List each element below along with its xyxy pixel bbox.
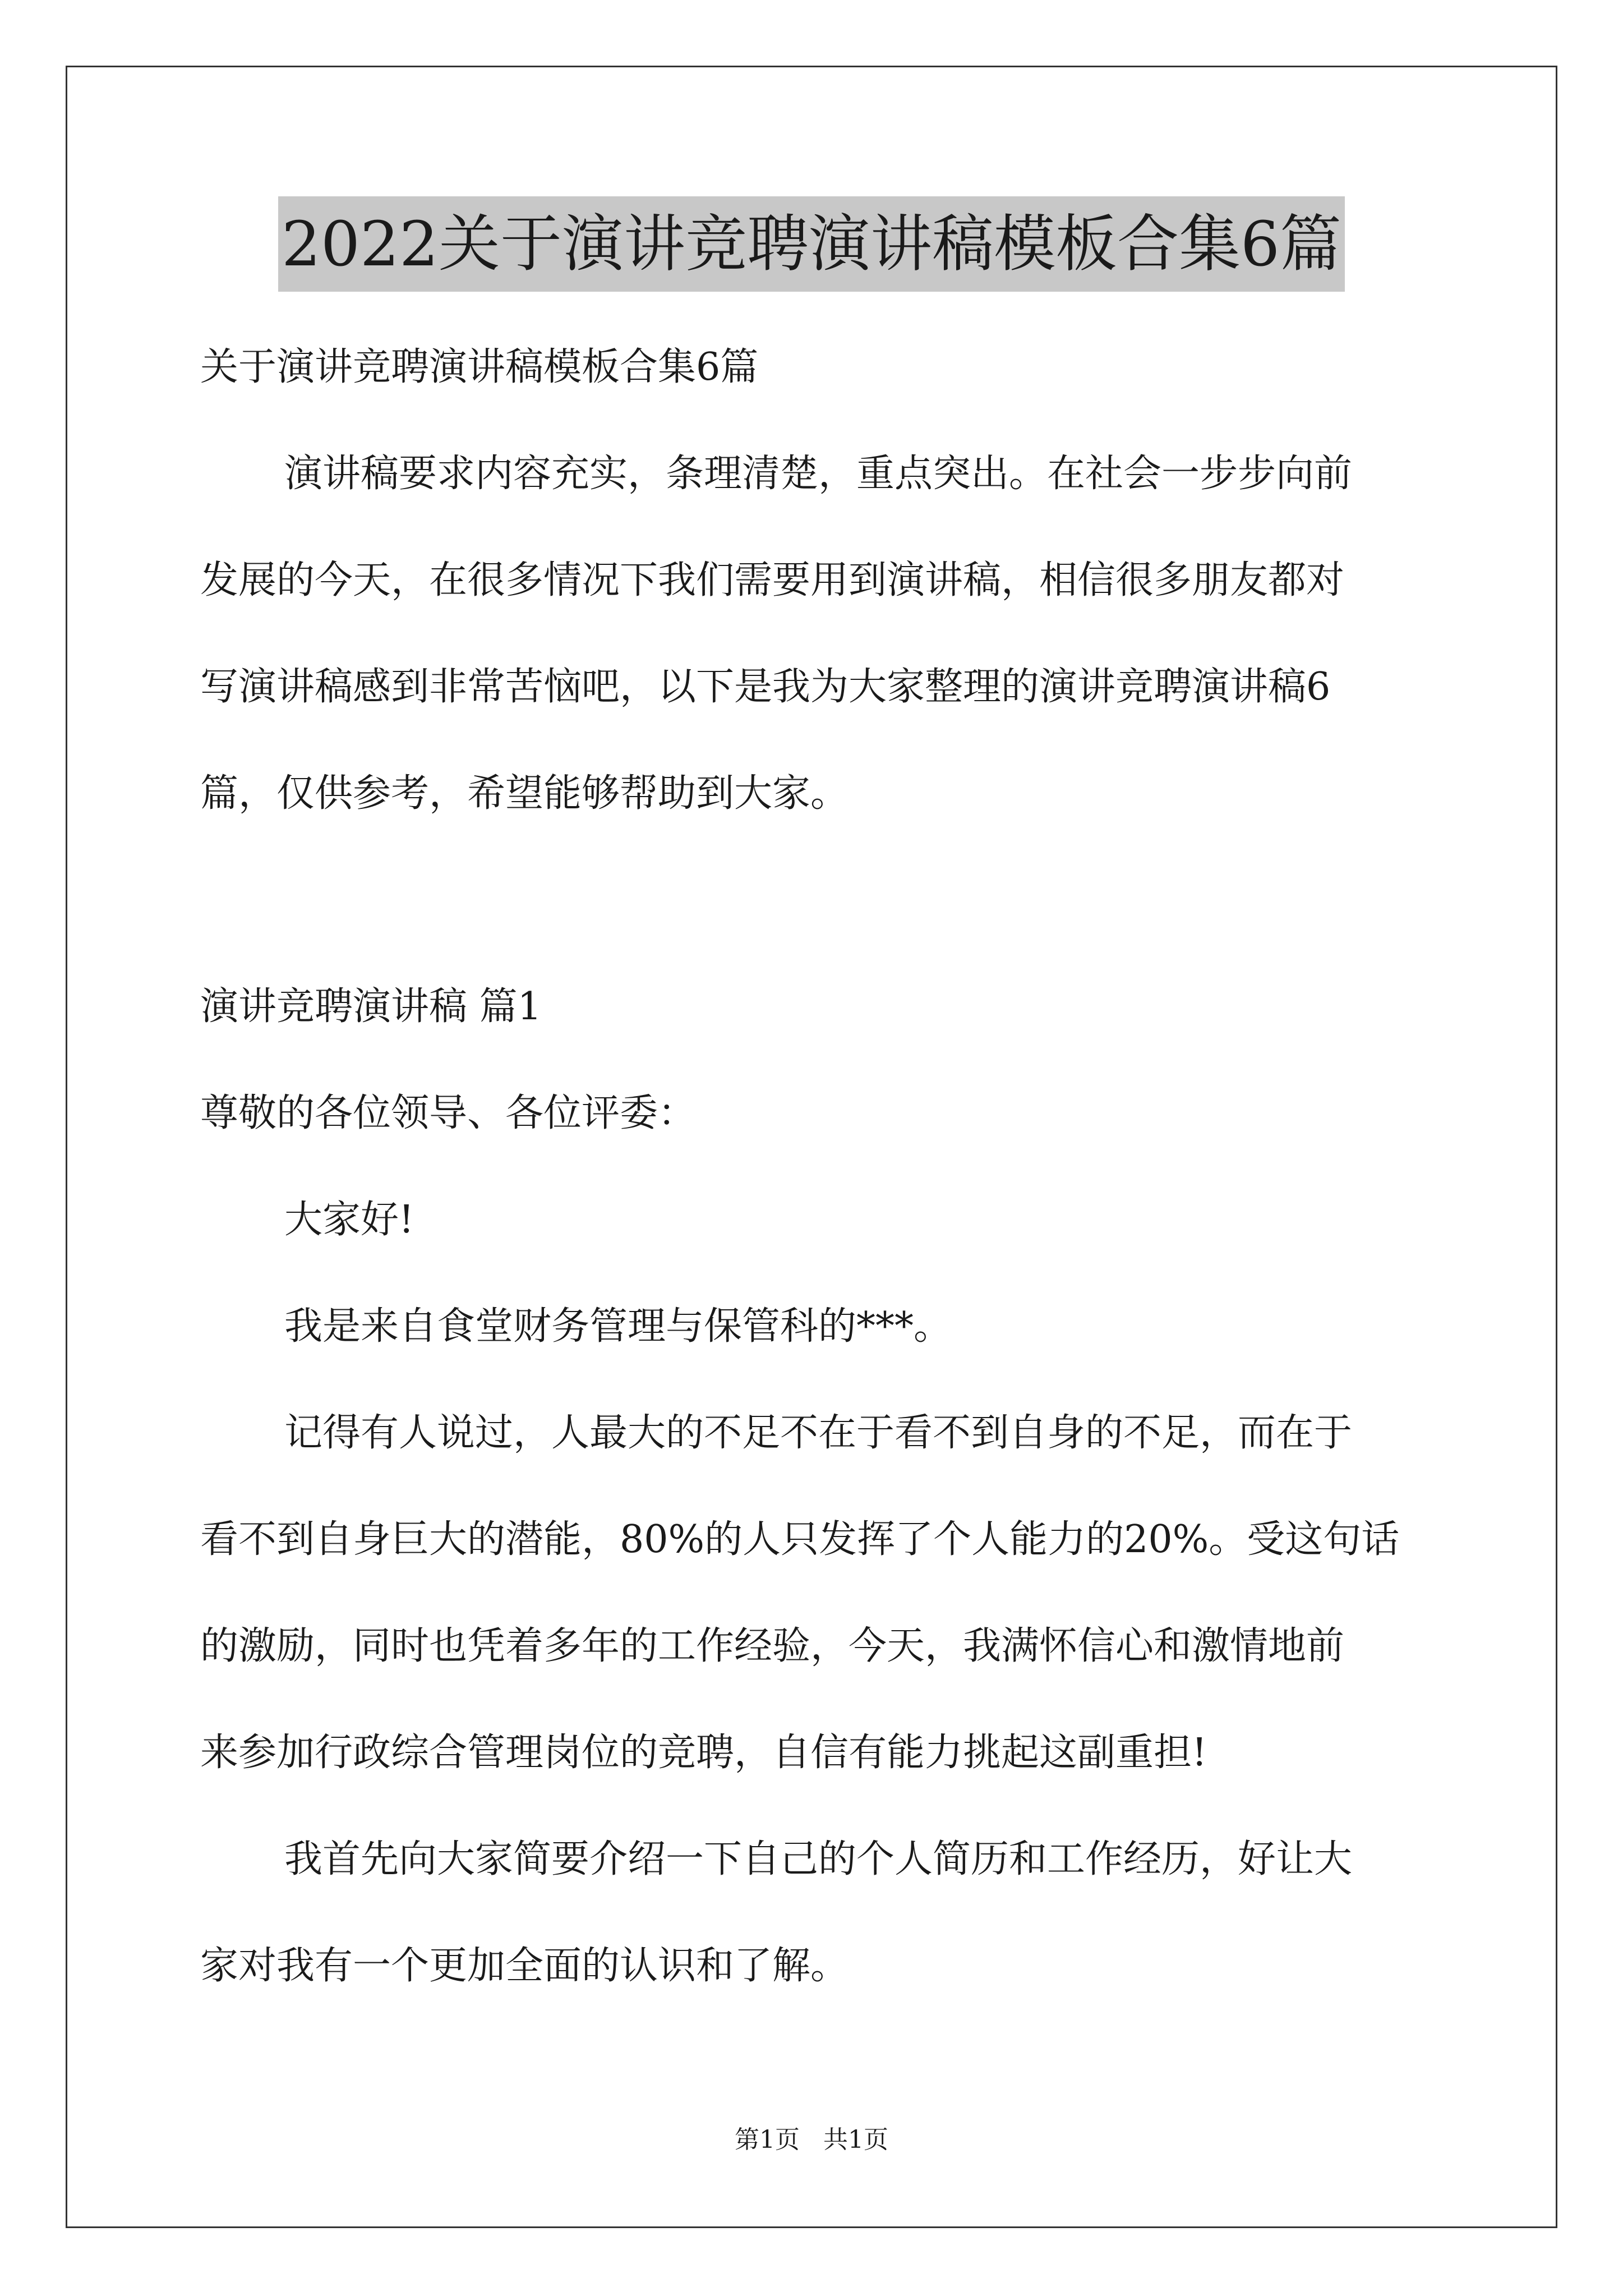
section-heading: 演讲竞聘演讲稿 篇1	[200, 984, 542, 1029]
document-body	[200, 314, 1434, 2019]
paragraph-gap	[200, 847, 1434, 954]
para2-line-1: 我首先向大家简要介绍一下自己的个人简历和工作经历，好让大	[284, 1837, 1353, 1881]
salutation: 尊敬的各位领导、各位评委：	[200, 1091, 697, 1135]
greeting: 大家好!	[284, 1198, 414, 1242]
para1-line-3: 的激励，同时也凭着多年的工作经验，今天，我满怀信心和激情地前	[200, 1624, 1345, 1668]
intro-line-1: 演讲稿要求内容充实，条理清楚，重点突出。在社会一步步向前	[284, 452, 1353, 496]
self-intro: 我是来自食堂财务管理与保管科的***。	[284, 1304, 952, 1349]
para1-line-1: 记得有人说过，人最大的不足不在于看不到自身的不足，而在于	[284, 1411, 1353, 1455]
title-container	[0, 196, 1623, 292]
intro-line-3: 写演讲稿感到非常苦恼吧，以下是我为大家整理的演讲竞聘演讲稿6	[200, 665, 1331, 709]
para1-line-4: 来参加行政综合管理岗位的竞聘，自信有能力挑起这副重担!	[200, 1731, 1207, 1775]
page-number-total: 共1页	[823, 2125, 888, 2154]
document-title: 2022关于演讲竞聘演讲稿模板合集6篇	[278, 196, 1345, 292]
page-number-current: 第1页	[735, 2125, 800, 2154]
intro-line-4: 篇，仅供参考，希望能够帮助到大家。	[200, 771, 849, 816]
page-footer	[0, 2123, 1623, 2157]
intro-line-2: 发展的今天，在很多情况下我们需要用到演讲稿，相信很多朋友都对	[200, 558, 1345, 602]
document-subtitle: 关于演讲竞聘演讲稿模板合集6篇	[200, 345, 759, 389]
para1-line-2: 看不到自身巨大的潜能，80%的人只发挥了个人能力的20%。受这句话	[200, 1517, 1400, 1562]
para2-line-2: 家对我有一个更加全面的认识和了解。	[200, 1944, 849, 1988]
